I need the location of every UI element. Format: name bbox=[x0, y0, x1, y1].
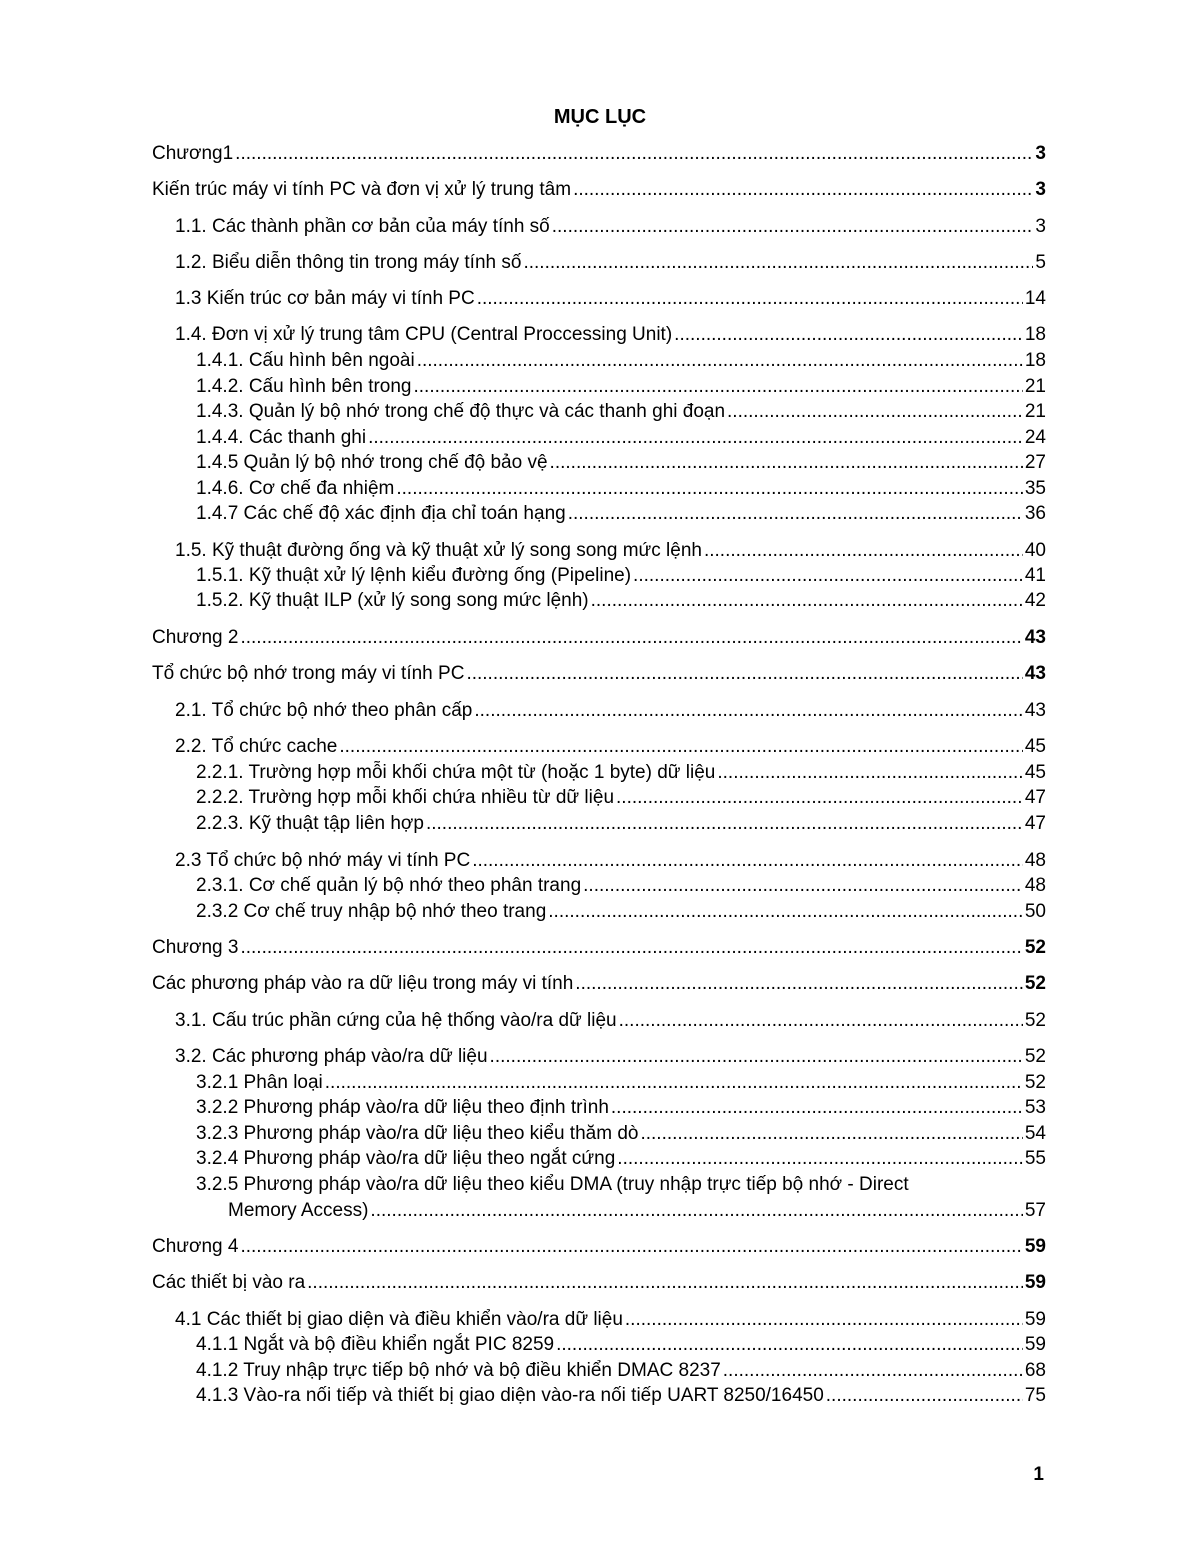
toc-entry bbox=[196, 450, 1046, 476]
toc-leader-dots bbox=[426, 811, 1023, 837]
toc-entry-text: Các thiết bị vào ra bbox=[152, 1272, 306, 1293]
toc-page-number: 36 bbox=[1024, 503, 1046, 524]
toc-entry-text: 1.4.3. Quản lý bộ nhớ trong chế độ thực và các thanh ghi đoạn bbox=[196, 401, 726, 422]
toc-entry-text: 2.2.1. Trường hợp mỗi khối chứa một từ (hoặc 1 byte) dữ liệu bbox=[196, 762, 716, 783]
toc-entry bbox=[196, 399, 1046, 425]
toc-entry-text: Chương1 bbox=[152, 143, 234, 164]
toc-leader-dots bbox=[568, 501, 1023, 527]
toc-leader-dots bbox=[674, 322, 1023, 348]
toc-entry-text: 3.1. Cấu trúc phần cứng của hệ thống vào/ra dữ liệu bbox=[175, 1010, 617, 1031]
toc-page-number: 41 bbox=[1024, 565, 1046, 586]
toc-entry bbox=[196, 873, 1046, 899]
toc-page-number: 48 bbox=[1024, 875, 1046, 896]
toc-entry-text: 1.4.2. Cấu hình bên trong bbox=[196, 376, 412, 397]
toc-page-number: 52 bbox=[1024, 1010, 1046, 1031]
toc-entry-text: 1.5.2. Kỹ thuật ILP (xử lý song song mức lệnh) bbox=[196, 590, 589, 611]
toc-entry-text: Chương 2 bbox=[152, 627, 239, 648]
toc-entry-text: 3.2.5 Phương pháp vào/ra dữ liệu theo kiểu DMA (truy nhập trực tiếp bộ nhớ - Direct bbox=[196, 1174, 909, 1195]
toc-page-number: 43 bbox=[1024, 627, 1046, 648]
toc-page-number: 43 bbox=[1024, 700, 1046, 721]
toc-page-number: 18 bbox=[1024, 350, 1046, 371]
toc-entry-text: 1.4.1. Cấu hình bên ngoài bbox=[196, 350, 415, 371]
toc-entry-text: Memory Access) bbox=[228, 1200, 369, 1221]
toc-leader-dots bbox=[466, 661, 1022, 687]
toc-page-number: 55 bbox=[1024, 1148, 1046, 1169]
toc-page-number: 21 bbox=[1024, 401, 1046, 422]
toc-leader-dots bbox=[240, 935, 1022, 961]
toc-page-number: 48 bbox=[1024, 850, 1046, 871]
page-number: 1 bbox=[1033, 1464, 1044, 1485]
toc-entry bbox=[196, 476, 1046, 502]
toc-entry bbox=[196, 1358, 1046, 1384]
toc-leader-dots bbox=[640, 1121, 1022, 1147]
toc-entry bbox=[196, 1121, 1046, 1147]
toc-page-number: 59 bbox=[1024, 1236, 1046, 1257]
toc-entry-text: 2.2.2. Trường hợp mỗi khối chứa nhiều từ dữ liệu bbox=[196, 787, 615, 808]
toc-entry-text: 1.2. Biểu diễn thông tin trong máy tính số bbox=[175, 252, 522, 273]
toc-page-number: 18 bbox=[1024, 324, 1046, 345]
toc-leader-dots bbox=[235, 141, 1033, 167]
toc-entry bbox=[152, 1270, 1046, 1296]
toc-leader-dots bbox=[556, 1332, 1023, 1358]
toc-leader-dots bbox=[368, 425, 1023, 451]
toc-page-number: 40 bbox=[1024, 540, 1046, 561]
toc-leader-dots bbox=[474, 698, 1022, 724]
toc-page-number: 50 bbox=[1024, 901, 1046, 922]
toc-entry-text: Các phương pháp vào ra dữ liệu trong máy vi tính bbox=[152, 973, 574, 994]
toc-leader-dots bbox=[550, 450, 1023, 476]
toc-page-number: 3 bbox=[1035, 179, 1046, 200]
toc-entry bbox=[175, 1044, 1046, 1070]
toc-leader-dots bbox=[625, 1307, 1023, 1333]
toc-entry-text: Chương 4 bbox=[152, 1236, 239, 1257]
toc-entry-text: 2.2.3. Kỹ thuật tập liên hợp bbox=[196, 813, 424, 834]
toc-entry bbox=[175, 538, 1046, 564]
toc-page-number: 21 bbox=[1024, 376, 1046, 397]
toc-entry bbox=[175, 1008, 1046, 1034]
toc-page-number: 43 bbox=[1024, 663, 1046, 684]
toc-entry-text: 1.4. Đơn vị xử lý trung tâm CPU (Central Proccessing Unit) bbox=[175, 324, 673, 345]
toc-page-number: 42 bbox=[1024, 590, 1046, 611]
toc-leader-dots bbox=[717, 760, 1022, 786]
toc-entry bbox=[196, 501, 1046, 527]
toc-entry-text: 1.5.1. Kỹ thuật xử lý lệnh kiểu đường ống (Pipeline) bbox=[196, 565, 632, 586]
toc-page-number: 47 bbox=[1024, 787, 1046, 808]
toc-leader-dots bbox=[240, 1234, 1022, 1260]
toc-entry bbox=[196, 1383, 1046, 1409]
toc-entry bbox=[152, 141, 1046, 167]
toc-entry bbox=[196, 785, 1046, 811]
toc-page-number: 59 bbox=[1024, 1334, 1046, 1355]
toc-entry bbox=[175, 322, 1046, 348]
toc-entry bbox=[196, 1070, 1046, 1096]
toc-page-number: 47 bbox=[1024, 813, 1046, 834]
toc-entry bbox=[196, 1146, 1046, 1172]
toc-entry-text: 3.2.4 Phương pháp vào/ra dữ liệu theo ngắt cứng bbox=[196, 1148, 616, 1169]
toc-entry bbox=[196, 374, 1046, 400]
toc-entry bbox=[228, 1198, 1046, 1224]
toc-entry-text: 4.1 Các thiết bị giao diện và điều khiển vào/ra dữ liệu bbox=[175, 1309, 623, 1330]
toc-entry-text: 3.2.3 Phương pháp vào/ra dữ liệu theo kiểu thăm dò bbox=[196, 1123, 639, 1144]
toc-entry bbox=[196, 811, 1046, 837]
toc-page-number: 3 bbox=[1035, 143, 1046, 164]
toc-leader-dots bbox=[325, 1070, 1023, 1096]
toc-entry-text: 4.1.2 Truy nhập trực tiếp bộ nhớ và bộ điều khiển DMAC 8237 bbox=[196, 1360, 721, 1381]
toc-leader-dots bbox=[583, 873, 1023, 899]
toc-leader-dots bbox=[704, 538, 1023, 564]
toc-page-number: 52 bbox=[1024, 937, 1046, 958]
toc-entry-text: 1.4.7 Các chế độ xác định địa chỉ toán hạng bbox=[196, 503, 566, 524]
toc-entry-text: 3.2.2 Phương pháp vào/ra dữ liệu theo định trình bbox=[196, 1097, 609, 1118]
toc-leader-dots bbox=[552, 214, 1034, 240]
toc-page-number: 3 bbox=[1035, 216, 1046, 237]
toc-entry-text: Chương 3 bbox=[152, 937, 239, 958]
page-title: MỤC LỤC bbox=[553, 106, 647, 128]
toc-leader-dots bbox=[826, 1383, 1023, 1409]
toc-page-number: 52 bbox=[1024, 973, 1046, 994]
toc-entry-text: 1.5. Kỹ thuật đường ống và kỹ thuật xử lý song song mức lệnh bbox=[175, 540, 702, 561]
toc-entry-text: 1.1. Các thành phần cơ bản của máy tính số bbox=[175, 216, 550, 237]
toc-leader-dots bbox=[472, 848, 1023, 874]
toc-page-number: 45 bbox=[1024, 736, 1046, 757]
toc-entry-text: 1.4.6. Cơ chế đa nhiệm bbox=[196, 478, 395, 499]
toc-page-number: 5 bbox=[1035, 252, 1046, 273]
toc-entry bbox=[175, 214, 1046, 240]
toc-leader-dots bbox=[723, 1358, 1023, 1384]
toc-entry bbox=[196, 1332, 1046, 1358]
toc-entry bbox=[175, 848, 1046, 874]
toc-entry bbox=[175, 1307, 1046, 1333]
toc-leader-dots bbox=[396, 476, 1023, 502]
toc-entry bbox=[196, 760, 1046, 786]
toc-entry bbox=[175, 286, 1046, 312]
toc-entry-text: 4.1.1 Ngắt và bộ điều khiển ngắt PIC 8259 bbox=[196, 1334, 555, 1355]
toc-page-number: 52 bbox=[1024, 1046, 1046, 1067]
toc-entry bbox=[196, 425, 1046, 451]
toc-entry-text: 2.3 Tổ chức bộ nhớ máy vi tính PC bbox=[175, 850, 471, 871]
toc-entry-text: 2.3.1. Cơ chế quản lý bộ nhớ theo phân trang bbox=[196, 875, 582, 896]
toc-leader-dots bbox=[619, 1008, 1023, 1034]
toc-leader-dots bbox=[548, 899, 1023, 925]
toc-leader-dots bbox=[307, 1270, 1023, 1296]
toc-leader-dots bbox=[523, 250, 1033, 276]
toc-entry-text: Kiến trúc máy vi tính PC và đơn vị xử lý trung tâm bbox=[152, 179, 572, 200]
toc-leader-dots bbox=[370, 1198, 1022, 1224]
toc-page-number: 53 bbox=[1024, 1097, 1046, 1118]
toc-entry bbox=[196, 1095, 1046, 1121]
toc-entry-text: 2.2. Tổ chức cache bbox=[175, 736, 338, 757]
toc-leader-dots bbox=[633, 563, 1023, 589]
toc-entry bbox=[152, 971, 1046, 997]
toc-entry bbox=[152, 1234, 1046, 1260]
toc-entry-text: 2.3.2 Cơ chế truy nhập bộ nhớ theo trang bbox=[196, 901, 547, 922]
toc-page-number: 57 bbox=[1024, 1200, 1046, 1221]
toc-entry-text: 2.1. Tổ chức bộ nhớ theo phân cấp bbox=[175, 700, 473, 721]
toc-entry bbox=[152, 935, 1046, 961]
toc-entry bbox=[152, 661, 1046, 687]
toc-entry-text: 1.3 Kiến trúc cơ bản máy vi tính PC bbox=[175, 288, 475, 309]
toc-leader-dots bbox=[575, 971, 1023, 997]
toc-leader-dots bbox=[477, 286, 1023, 312]
toc-leader-dots bbox=[573, 177, 1033, 203]
toc-leader-dots bbox=[591, 588, 1023, 614]
toc-page-number: 75 bbox=[1024, 1385, 1046, 1406]
toc-entry bbox=[196, 563, 1046, 589]
toc-leader-dots bbox=[616, 785, 1023, 811]
toc-entry bbox=[175, 250, 1046, 276]
toc-entry bbox=[152, 625, 1046, 651]
toc-leader-dots bbox=[611, 1095, 1023, 1121]
toc-leader-dots bbox=[417, 348, 1023, 374]
toc-entry-text: 4.1.3 Vào-ra nối tiếp và thiết bị giao diện vào-ra nối tiếp UART 8250/16450 bbox=[196, 1385, 824, 1406]
toc-leader-dots bbox=[617, 1146, 1023, 1172]
toc-leader-dots bbox=[240, 625, 1022, 651]
toc-entry-text: 3.2.1 Phân loại bbox=[196, 1072, 323, 1093]
toc-page-number: 68 bbox=[1024, 1360, 1046, 1381]
toc-page-number: 35 bbox=[1024, 478, 1046, 499]
toc-page-number: 59 bbox=[1024, 1309, 1046, 1330]
toc-page-number: 54 bbox=[1024, 1123, 1046, 1144]
toc-leader-dots bbox=[727, 399, 1023, 425]
toc-page-number: 14 bbox=[1024, 288, 1046, 309]
toc-entry bbox=[196, 588, 1046, 614]
toc-entry bbox=[196, 899, 1046, 925]
toc-entry bbox=[175, 698, 1046, 724]
toc-leader-dots bbox=[339, 734, 1023, 760]
toc-page-number: 52 bbox=[1024, 1072, 1046, 1093]
toc-entry-text: Tổ chức bộ nhớ trong máy vi tính PC bbox=[152, 663, 465, 684]
toc-page-number: 45 bbox=[1024, 762, 1046, 783]
toc-entry bbox=[196, 348, 1046, 374]
toc-entry bbox=[175, 734, 1046, 760]
toc-page-number: 59 bbox=[1024, 1272, 1046, 1293]
toc-page-number: 24 bbox=[1024, 427, 1046, 448]
toc-leader-dots bbox=[414, 374, 1023, 400]
toc-entry-text: 1.4.4. Các thanh ghi bbox=[196, 427, 367, 448]
toc-entry-text: 1.4.5 Quản lý bộ nhớ trong chế độ bảo vệ bbox=[196, 452, 548, 473]
toc-leader-dots bbox=[490, 1044, 1023, 1070]
toc-page-number: 27 bbox=[1024, 452, 1046, 473]
toc-entry bbox=[152, 177, 1046, 203]
toc-entry-text: 3.2. Các phương pháp vào/ra dữ liệu bbox=[175, 1046, 488, 1067]
